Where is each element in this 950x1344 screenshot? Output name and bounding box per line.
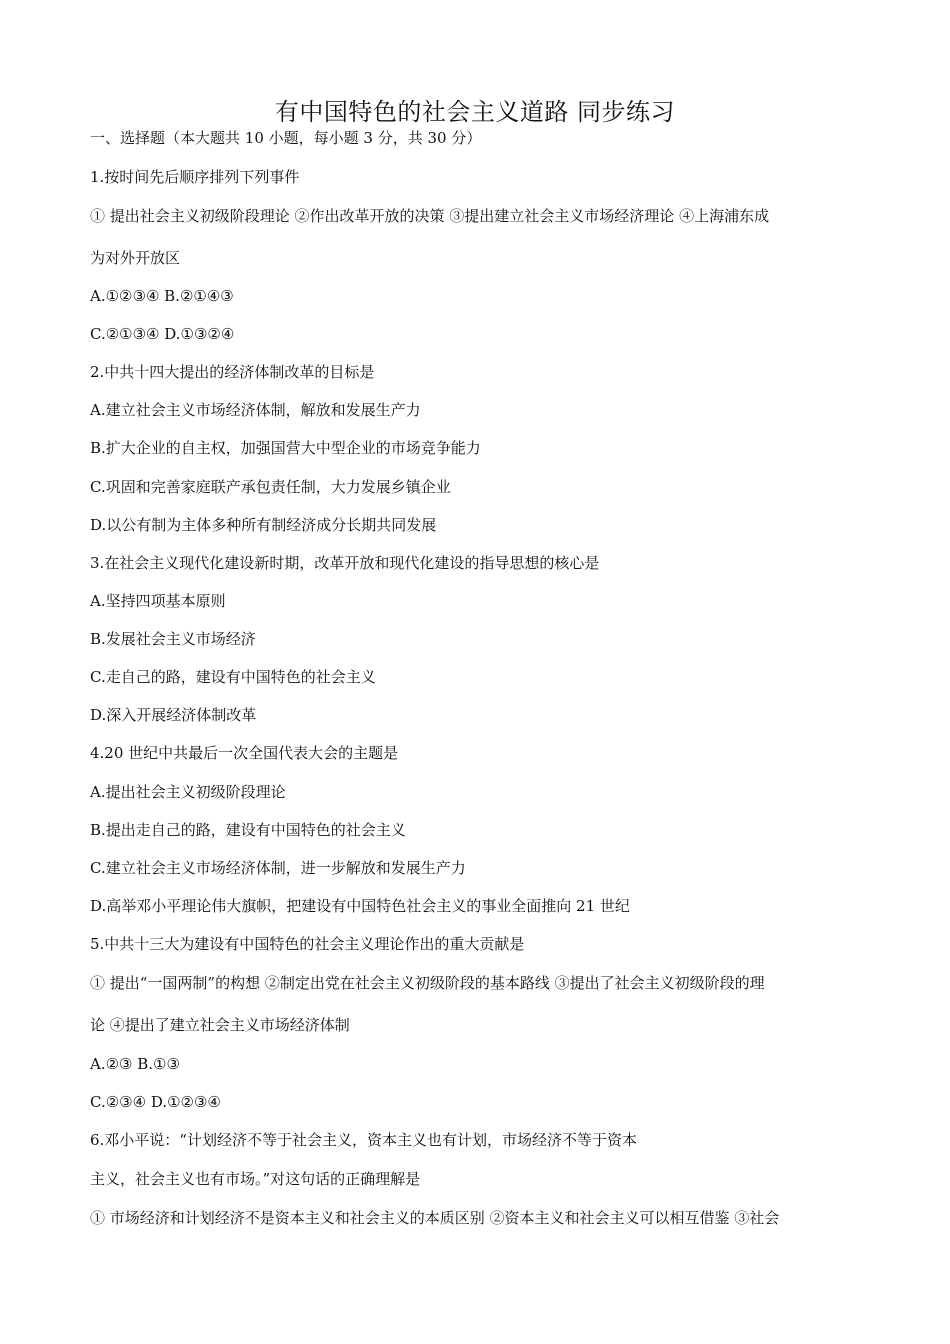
question-1-options-ab: A.①②③④ B.②①④③ — [90, 287, 234, 305]
question-3-option-a: A.坚持四项基本原则 — [90, 592, 226, 610]
question-2-option-c: C.巩固和完善家庭联产承包责任制，大力发展乡镇企业 — [90, 478, 451, 496]
question-2-option-d: D.以公有制为主体多种所有制经济成分长期共同发展 — [90, 516, 437, 534]
question-5-options-ab: A.②③ B.①③ — [90, 1055, 180, 1073]
question-3-stem: 3.在社会主义现代化建设新时期，改革开放和现代化建设的指导思想的核心是 — [90, 554, 600, 572]
question-5-items-line-2: 论 ④提出了建立社会主义市场经济体制 — [90, 1016, 350, 1034]
question-6-stem-line-1: 6.邓小平说：“计划经济不等于社会主义，资本主义也有计划，市场经济不等于资本 — [90, 1131, 637, 1149]
question-5-items-line-1: ① 提出“一国两制”的构想 ②制定出党在社会主义初级阶段的基本路线 ③提出了社会主义初级阶段的理 — [90, 974, 765, 992]
document-title: 有中国特色的社会主义道路 同步练习 — [274, 98, 676, 126]
question-4-option-d: D.高举邓小平理论伟大旗帜，把建设有中国特色社会主义的事业全面推向 21 世纪 — [90, 897, 630, 915]
question-4-stem: 4.20 世纪中共最后一次全国代表大会的主题是 — [90, 744, 399, 762]
question-2-option-a: A.建立社会主义市场经济体制，解放和发展生产力 — [90, 401, 421, 419]
question-2-stem: 2.中共十四大提出的经济体制改革的目标是 — [90, 363, 375, 381]
question-6-items-line-1: ① 市场经济和计划经济不是资本主义和社会主义的本质区别 ②资本主义和社会主义可以相互借鉴 ③社会 — [90, 1209, 780, 1227]
question-1-stem: 1.按时间先后顺序排列下列事件 — [90, 168, 300, 186]
question-5-stem: 5.中共十三大为建设有中国特色的社会主义理论作出的重大贡献是 — [90, 935, 525, 953]
question-2-option-b: B.扩大企业的自主权，加强国营大中型企业的市场竞争能力 — [90, 439, 481, 457]
question-1-options-cd: C.②①③④ D.①③②④ — [90, 325, 235, 343]
question-4-option-b: B.提出走自己的路，建设有中国特色的社会主义 — [90, 821, 406, 839]
question-4-option-a: A.提出社会主义初级阶段理论 — [90, 783, 286, 801]
question-6-stem-line-2: 主义，社会主义也有市场。”对这句话的正确理解是 — [90, 1170, 421, 1188]
question-3-option-d: D.深入开展经济体制改革 — [90, 706, 257, 724]
question-1-events-line-2: 为对外开放区 — [90, 249, 181, 267]
question-3-option-b: B.发展社会主义市场经济 — [90, 630, 256, 648]
question-4-option-c: C.建立社会主义市场经济体制，进一步解放和发展生产力 — [90, 859, 466, 877]
question-3-option-c: C.走自己的路，建设有中国特色的社会主义 — [90, 668, 376, 686]
section-heading: 一、选择题（本大题共 10 小题，每小题 3 分，共 30 分） — [90, 129, 482, 147]
question-1-events-line-1: ① 提出社会主义初级阶段理论 ②作出改革开放的决策 ③提出建立社会主义市场经济理论 ④上海浦东成 — [90, 207, 770, 225]
question-5-options-cd: C.②③④ D.①②③④ — [90, 1093, 221, 1111]
